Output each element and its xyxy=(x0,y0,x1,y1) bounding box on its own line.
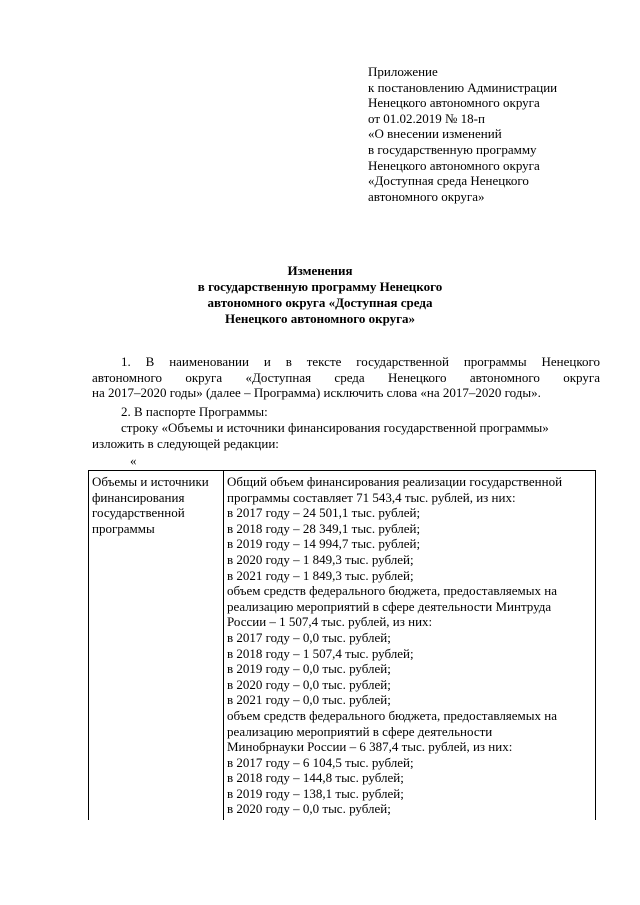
content-line: объем средств федерального бюджета, предоставляемых на xyxy=(227,583,557,599)
table-content-cell xyxy=(224,471,596,821)
content-line: реализацию мероприятий в сфере деятельности Минтруда xyxy=(227,598,552,614)
content-line: в 2018 году – 144,8 тыс. рублей; xyxy=(227,770,404,786)
title-line: Изменения xyxy=(287,263,353,278)
item-2-sub-line: строку «Объемы и источники финансирования государственной программы» xyxy=(121,420,549,435)
passport-table xyxy=(88,470,596,820)
item-1-paragraph xyxy=(92,354,600,401)
content-line: в 2021 году – 0,0 тыс. рублей; xyxy=(227,692,391,708)
label-line: Объемы и источники xyxy=(92,474,209,489)
annex-line: от 01.02.2019 № 18-п xyxy=(368,110,485,126)
annex-line: Ненецкого автономного округа xyxy=(368,157,540,173)
item-2-sub-line: изложить в следующей редакции: xyxy=(92,435,279,451)
table-label-cell xyxy=(89,471,224,821)
annex-line: в государственную программу xyxy=(368,141,537,157)
content-line: объем средств федерального бюджета, предоставляемых на xyxy=(227,707,557,723)
title-line: автономного округа «Доступная среда xyxy=(207,295,433,310)
label-line: финансирования xyxy=(92,489,185,505)
annex-line: «О внесении изменений xyxy=(368,126,502,142)
content-line: Общий объем финансирования реализации государственной xyxy=(227,474,563,489)
content-line: в 2019 году – 14 994,7 тыс. рублей; xyxy=(227,536,421,552)
content-line: в 2020 году – 0,0 тыс. рублей; xyxy=(227,676,391,692)
content-line: России – 1 507,4 тыс. рублей, из них: xyxy=(227,614,433,630)
content-line: в 2017 году – 6 104,5 тыс. рублей; xyxy=(227,754,414,770)
annex-line: автономного округа» xyxy=(368,188,485,204)
content-line: в 2020 году – 0,0 тыс. рублей; xyxy=(227,801,391,817)
label-line: программы xyxy=(92,520,155,536)
content-line: в 2021 году – 1 849,3 тыс. рублей; xyxy=(227,567,414,583)
table-row xyxy=(89,471,596,821)
document-title xyxy=(0,263,640,327)
content-line: реализацию мероприятий в сфере деятельности xyxy=(227,723,493,739)
content-line: в 2020 году – 1 849,3 тыс. рублей; xyxy=(227,551,414,567)
annex-line: «Доступная среда Ненецкого xyxy=(368,173,529,189)
item-1-line: автономного округа «Доступная среда Ненецкого автономного округа xyxy=(92,369,600,385)
annex-line: к постановлению Администрации xyxy=(368,79,558,95)
content-line: в 2018 году – 1 507,4 тыс. рублей; xyxy=(227,645,414,661)
annex-line: Ненецкого автономного округа xyxy=(368,95,540,111)
annex-line: Приложение xyxy=(368,64,438,79)
title-line: в государственную программу Ненецкого xyxy=(197,279,443,294)
content-line: в 2017 году – 0,0 тыс. рублей; xyxy=(227,629,391,645)
item-1-line: 1. В наименовании и в тексте государственной программы Ненецкого xyxy=(121,354,600,369)
content-line: Минобрнауки России – 6 387,4 тыс. рублей, из них: xyxy=(227,739,513,755)
content-line: в 2017 году – 24 501,1 тыс. рублей; xyxy=(227,505,421,521)
content-line: в 2018 году – 28 349,1 тыс. рублей; xyxy=(227,520,421,536)
quote-mark: « xyxy=(130,453,137,468)
annex-header xyxy=(368,64,618,204)
content-line: программы составляет 71 543,4 тыс. рублей, из них: xyxy=(227,489,516,505)
content-line: в 2019 году – 0,0 тыс. рублей; xyxy=(227,661,391,677)
label-line: государственной xyxy=(92,505,185,521)
item-2-paragraph: 2. В паспорте Программы: xyxy=(121,404,268,419)
item-2-sub-paragraph xyxy=(92,420,600,451)
title-line: Ненецкого автономного округа» xyxy=(224,311,416,326)
item-1-line: на 2017–2020 годы» (далее – Программа) исключить слова «на 2017–2020 годы». xyxy=(92,385,541,401)
content-line: в 2019 году – 138,1 тыс. рублей; xyxy=(227,785,404,801)
